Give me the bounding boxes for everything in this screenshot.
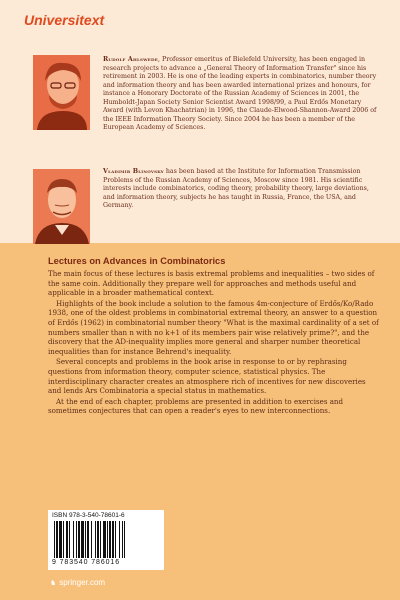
author-bio-ahlswede: [103, 56, 381, 133]
book-title: Lectures on Advances in Combinatorics: [48, 256, 226, 266]
publisher-link[interactable]: [50, 578, 105, 587]
description-paragraph: The main focus of these lectures is basis extremal problems and inequalities – two sides of the same coin. Additionally they prepare well for approaches and methods useful and applicable in a broader mathematical context.: [48, 269, 375, 298]
barcode-image: [52, 521, 160, 558]
author-bio-blinovsky: [103, 168, 381, 211]
series-title: Universitext: [24, 12, 105, 28]
author-photo-blinovsky: [33, 169, 90, 244]
barcode-digits: 9 783540 786016: [52, 559, 120, 566]
description-paragraph: Several concepts and problems in the book arise in response to or by rephrasing questions from information theory, computer science, statistical physics. The interdisciplinary character creates an atmosphere rich of incentives for new discoveries and lends Ars Combinatoria a special status in mathematics.: [48, 357, 366, 396]
publisher-text: springer.com: [59, 578, 106, 587]
author-name: Vladimir Blinovsky: [103, 168, 164, 175]
isbn-label: ISBN 978-3-540-78601-6: [52, 512, 125, 519]
description-paragraph: At the end of each chapter, problems are presented in addition to exercises and sometimes conjectures that can open a reader's eyes to new interconnections.: [48, 396, 344, 416]
book-description: [48, 269, 379, 416]
author-photo-ahlswede: [33, 55, 90, 130]
description-paragraph: Highlights of the book include a solution to the famous 4m-conjecture of Erdős/Ko/Rado 1938, one of the oldest problems in combinatorial extremal theory, an answer to a question of Erdős (1962) in combinatorial number theory "What is the maximal cardinality of a set of numbers smaller than n with no k+1 of its members pair wise relatively prime?", and the discovery that the AD-inequality implies more general and sharper number theoretical inequalities than for instance Behrend's inequality.: [48, 298, 379, 356]
springer-horse-icon: ♞: [50, 579, 57, 587]
author-bio-text: , Professor emeritus of Bielefeld University, has been engaged in research projects to advance a „General Theory of Information Transfer" since his retirement in 2003. He is one of the leading experts in combinatorics, number theory and information theory and has been awarded international prizes and honours, for instance a Honorary Doctorate of the Russian Academy of Sciences in 2001, the Humboldt-Japan Society Senior Scientist Award 1998/99, a Paul Erdős Monetary Award (with Levon Khachatrian) in 1996, the Claude-Elwood-Shannon-Award 2006 of the IEEE Information Theory Society. Since 2004 he has been a member of the European Academy of Sciences.: [103, 56, 377, 131]
author-section: [0, 0, 400, 243]
author-name: Rudolf Ahlswede: [103, 56, 158, 63]
author-bio-text: has been based at the Institute for Information Transmission Problems of the Russian Academy of Sciences, Moscow since 1981. His scientific interests include combinatorics, coding theory, probability theory, large deviations, and information theory, subjects he has taught in Russia, France, the USA, and Germany.: [103, 168, 369, 209]
barcode-panel: [48, 510, 164, 570]
portrait-image: [33, 55, 90, 130]
portrait-image: [33, 169, 90, 244]
